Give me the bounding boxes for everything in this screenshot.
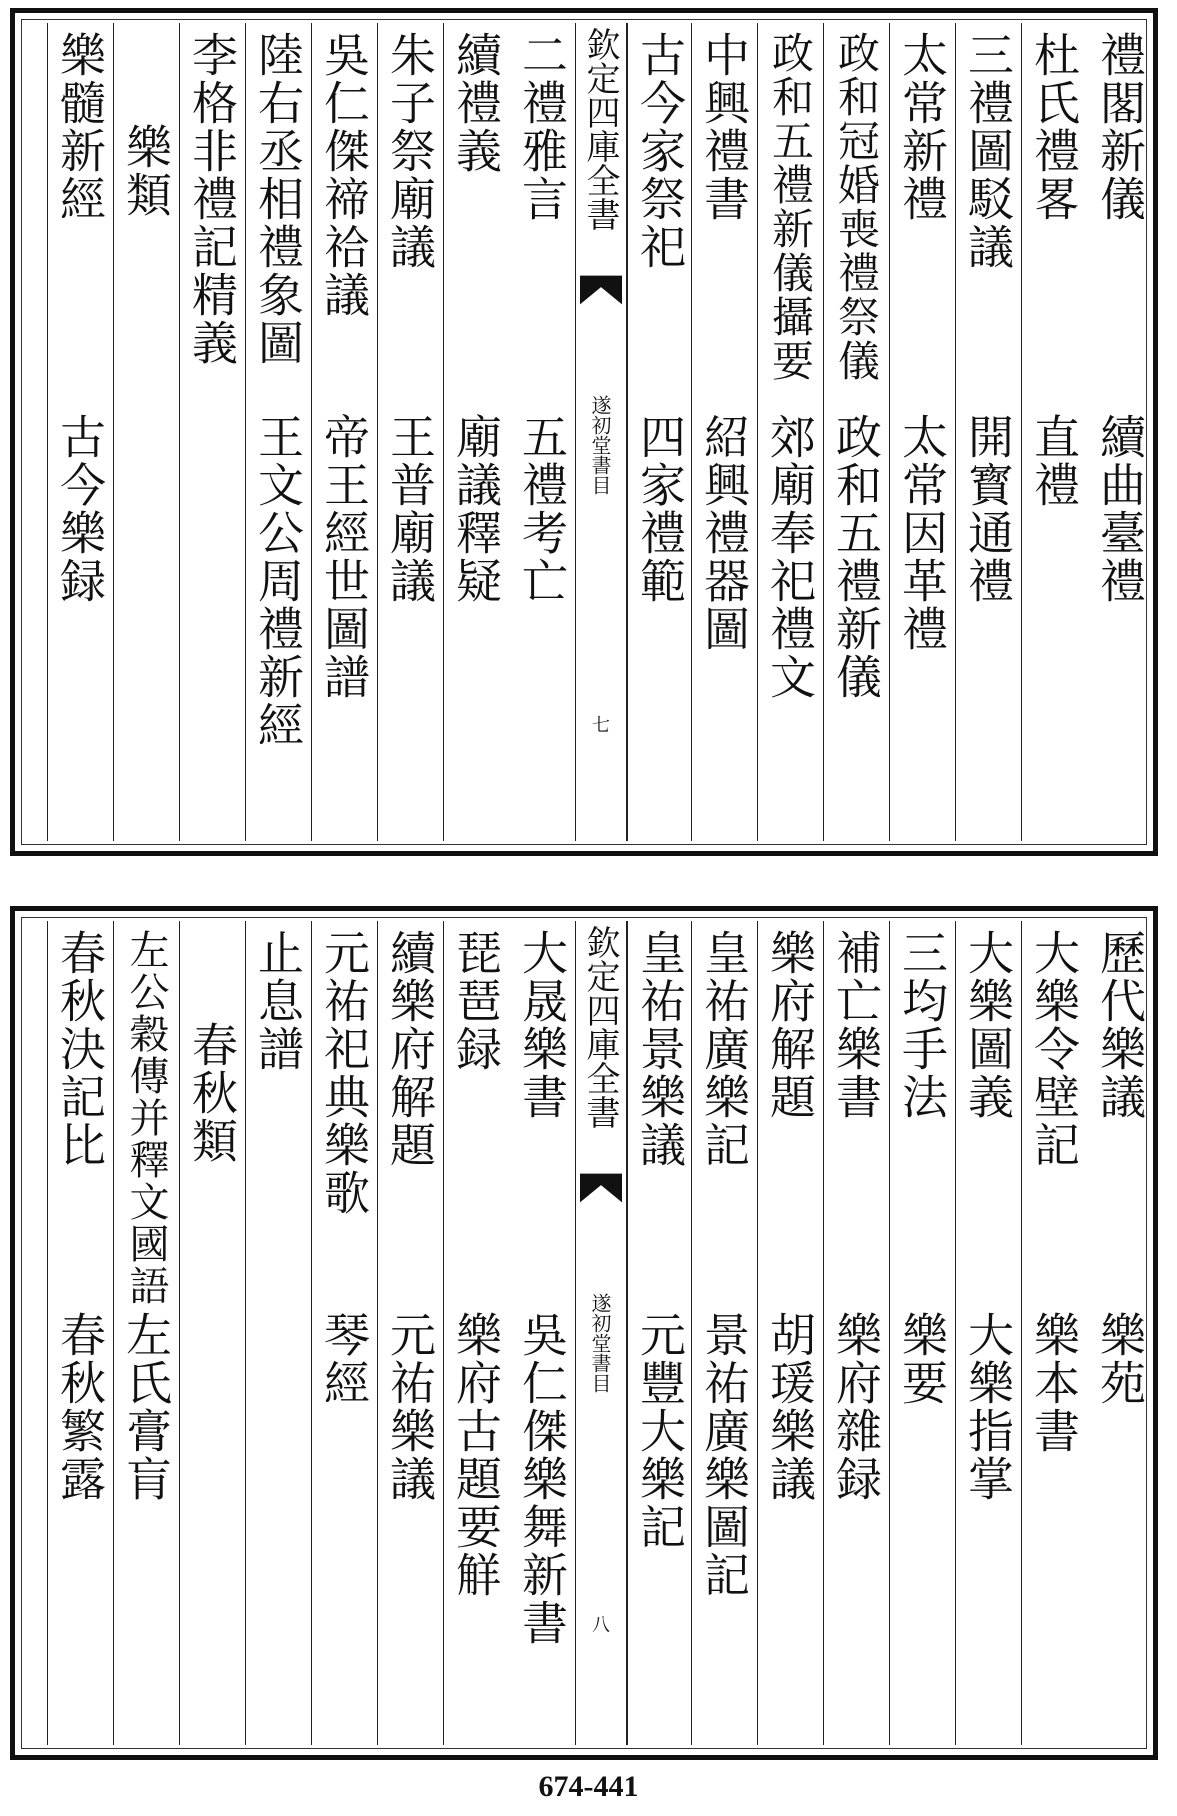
column	[691, 921, 757, 1745]
column	[823, 921, 889, 1745]
title-entry: 補亡樂書	[829, 929, 883, 1121]
column	[443, 23, 509, 841]
title-entry: 皇祐景樂議	[633, 929, 687, 1169]
title-entry: 政和冠婚喪禮祭儀	[832, 31, 881, 383]
title-entry: 元祐樂議	[383, 1311, 437, 1503]
title-entry: 樂府解題	[763, 929, 817, 1121]
title-entry: 杜氏禮畧	[1027, 31, 1081, 223]
title-entry: 王文公周禮新經	[251, 413, 305, 749]
title-entry: 太常因革禮	[895, 413, 949, 653]
title-entry: 紹興禮器圖	[697, 413, 751, 653]
title-entry: 胡瑗樂議	[763, 1311, 817, 1503]
title-entry: 樂髓新經	[53, 31, 107, 223]
title-entry: 春秋決記比	[53, 929, 107, 1169]
title-entry: 琴經	[317, 1311, 371, 1407]
title-entry: 左氏膏肓	[119, 1311, 173, 1503]
title-entry: 續曲臺禮	[1093, 413, 1147, 605]
title-entry: 郊廟奉祀禮文	[763, 413, 817, 701]
category-heading: 春秋類	[185, 1021, 239, 1165]
title-entry: 政和五禮新儀	[829, 413, 883, 701]
title-entry: 直禮	[1027, 413, 1081, 509]
column	[757, 921, 823, 1745]
title-entry: 大樂圖義	[961, 929, 1015, 1121]
title-entry: 古今樂録	[53, 413, 107, 605]
title-entry: 左公穀傳并釋文國語	[123, 929, 169, 1307]
column	[823, 23, 889, 841]
column	[627, 921, 693, 1745]
title-entry: 續禮義	[449, 31, 503, 175]
banxin-title: 欽定四庫全書	[580, 27, 620, 231]
center-fold-banxin	[575, 921, 627, 1745]
title-entry: 朱子祭廟議	[383, 31, 437, 271]
title-entry: 中興禮書	[697, 31, 751, 223]
title-entry: 陸右丞相禮象圖	[251, 31, 305, 367]
banxin-title: 欽定四庫全書	[580, 925, 620, 1129]
title-entry: 皇祐廣樂記	[697, 929, 751, 1169]
page-number: 七	[592, 715, 610, 736]
title-entry: 景祐廣樂圖記	[697, 1311, 751, 1599]
title-entry: 政和五禮新儀攝要	[766, 31, 815, 383]
column	[311, 921, 377, 1745]
column	[1021, 921, 1087, 1745]
column	[245, 23, 311, 841]
column	[311, 23, 377, 841]
page-number: 八	[592, 1615, 610, 1636]
column	[443, 921, 509, 1745]
title-entry: 大樂令壁記	[1027, 929, 1081, 1169]
title-entry: 大晟樂書	[515, 929, 569, 1121]
column	[1021, 23, 1087, 841]
title-entry: 樂府古題要觧	[449, 1311, 503, 1599]
title-entry: 元豐大樂記	[633, 1311, 687, 1551]
column	[377, 921, 443, 1745]
column	[179, 921, 245, 1745]
column	[1087, 23, 1153, 841]
page-bottom	[10, 906, 1158, 1760]
title-entry: 禮閣新儀	[1093, 31, 1147, 223]
title-entry: 樂府雜録	[829, 1311, 883, 1503]
title-entry: 春秋繁露	[53, 1311, 107, 1503]
fishtail-icon	[580, 1173, 622, 1203]
column	[757, 23, 823, 841]
column	[47, 921, 113, 1745]
column	[627, 23, 693, 841]
title-entry: 續樂府解題	[383, 929, 437, 1169]
column	[955, 921, 1021, 1745]
fishtail-icon	[580, 275, 622, 305]
banxin-subtitle: 遂初堂書目	[588, 1293, 612, 1393]
column	[113, 921, 179, 1745]
column	[179, 23, 245, 841]
center-fold-banxin	[575, 23, 627, 841]
column	[955, 23, 1021, 841]
column	[377, 23, 443, 841]
title-entry: 王普廟議	[383, 413, 437, 605]
title-entry: 太常新禮	[895, 31, 949, 223]
title-entry: 止息譜	[251, 929, 305, 1073]
title-entry: 五禮考亡	[515, 413, 569, 605]
scan-page-code: 674-441	[538, 1770, 639, 1803]
title-entry: 開寳通禮	[961, 413, 1015, 605]
title-entry: 元祐祀典樂歌	[317, 929, 371, 1217]
title-entry: 古今家祭祀	[633, 31, 687, 271]
column	[509, 23, 575, 841]
title-entry: 樂苑	[1093, 1311, 1147, 1407]
column	[113, 23, 179, 841]
banxin-subtitle: 遂初堂書目	[588, 395, 612, 495]
title-entry: 琵琶録	[449, 929, 503, 1073]
title-entry: 三禮圖駁議	[961, 31, 1015, 271]
title-entry: 二禮雅言	[515, 31, 569, 223]
title-entry: 吳仁傑樂舞新書	[515, 1311, 569, 1647]
column	[889, 921, 955, 1745]
title-entry: 李格非禮記精義	[185, 31, 239, 367]
page-top	[10, 8, 1158, 856]
title-entry: 帝王經世圖譜	[317, 413, 371, 701]
title-entry: 歷代樂議	[1093, 929, 1147, 1121]
column	[47, 23, 113, 841]
title-entry: 四家禮範	[633, 413, 687, 605]
category-heading: 樂類	[119, 123, 173, 219]
column	[691, 23, 757, 841]
title-entry: 樂本書	[1027, 1311, 1081, 1455]
column	[509, 921, 575, 1745]
title-entry: 吳仁傑禘祫議	[317, 31, 371, 319]
title-entry: 三均手法	[895, 929, 949, 1121]
title-entry: 大樂指掌	[961, 1311, 1015, 1503]
column	[245, 921, 311, 1745]
title-entry: 廟議釋疑	[449, 413, 503, 605]
column	[889, 23, 955, 841]
title-entry: 樂要	[895, 1311, 949, 1407]
column	[1087, 921, 1153, 1745]
